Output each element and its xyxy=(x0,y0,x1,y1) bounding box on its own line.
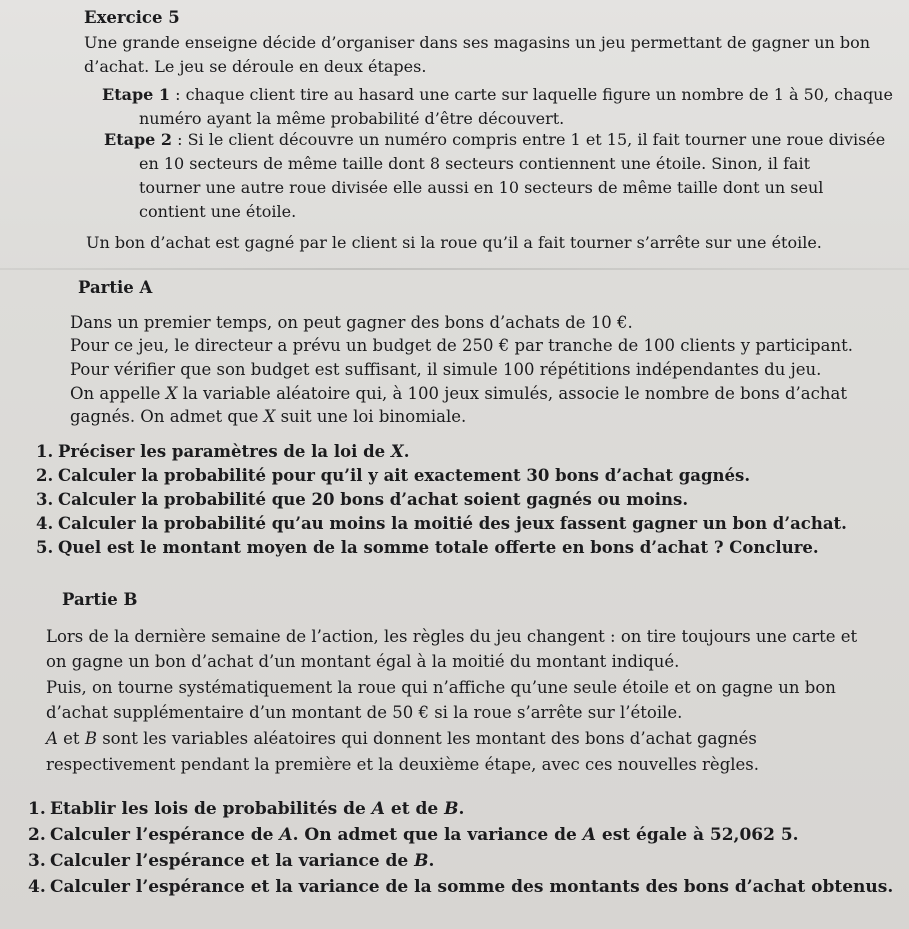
part-a-question-2 xyxy=(36,464,750,489)
question-number: 2. xyxy=(36,466,54,485)
paper-fold xyxy=(0,268,909,270)
part-b-question-2 xyxy=(28,822,799,848)
intro-line-2: d’achat. Le jeu se déroule en deux étapes. xyxy=(84,57,427,76)
step2-line-4: contient une étoile. xyxy=(139,202,297,221)
question-number: 3. xyxy=(36,490,54,509)
question-number: 1. xyxy=(36,442,54,461)
winning-rule: Un bon d’achat est gagné par le client si la roue qu’il a fait tourner s’arrête sur une étoile. xyxy=(86,233,822,252)
question-text: Calculer la probabilité que 20 bons d’achat soient gagnés ou moins. xyxy=(58,490,689,509)
step1-line-1 xyxy=(102,83,893,107)
part-a-line-2: Pour ce jeu, le directeur a prévu un budget de 250 € par tranche de 100 clients y participant. xyxy=(70,336,853,355)
step2-label: Etape 2 xyxy=(104,130,173,149)
var-x: X xyxy=(165,384,178,403)
part-b-question-1 xyxy=(28,796,464,822)
part-a-line-4 xyxy=(70,384,847,403)
part-b-line-6: respectivement pendant la première et la deuxième étape, avec ces nouvelles règles. xyxy=(46,755,760,774)
question-text: Etablir les lois de probabilités de xyxy=(50,799,372,819)
part-b-line-2: on gagne un bon d’achat d’un montant égal à la moitié du montant indiqué. xyxy=(46,652,680,671)
step2-line-2: en 10 secteurs de même taille dont 8 secteurs contiennent une étoile. Sinon, il fait xyxy=(139,154,811,173)
question-end: est égale à 52,062 5. xyxy=(595,825,799,845)
part-a-line-5 xyxy=(70,407,466,426)
var-a: A xyxy=(279,825,293,845)
step2-line-3: tourner une autre roue divisée elle aussi en 10 secteurs de même taille dont un seul xyxy=(139,178,824,197)
question-number: 3. xyxy=(28,851,46,871)
line-x-start: On appelle xyxy=(70,384,166,403)
question-text: Calculer l’espérance et la variance de la somme des montants des bons d’achat obtenus. xyxy=(50,877,894,897)
question-number: 2. xyxy=(28,825,46,845)
exercise-title: Exercice 5 xyxy=(84,8,180,27)
question-text: Quel est le montant moyen de la somme totale offerte en bons d’achat ? Conclure. xyxy=(58,538,819,557)
part-b-line-5 xyxy=(46,729,757,748)
question-end: . xyxy=(403,442,410,461)
text-fragment: sont les variables aléatoires qui donnent les montant des bons d’achat gagnés xyxy=(96,729,757,748)
question-number: 1. xyxy=(28,799,46,819)
part-b-question-4 xyxy=(28,874,893,900)
step2-line-1 xyxy=(104,128,885,152)
question-text: Calculer l’espérance et la variance de xyxy=(50,851,415,871)
var-a: A xyxy=(371,799,385,819)
question-text: Préciser les paramètres de la loi de xyxy=(58,442,391,461)
text-fragment: et xyxy=(57,729,85,748)
question-end: . xyxy=(458,799,465,819)
line-y-end: suit une loi binomiale. xyxy=(275,407,467,426)
question-end: . xyxy=(428,851,435,871)
var-a: A xyxy=(46,729,58,748)
part-b-line-3: Puis, on tourne systématiquement la roue qui n’affiche qu’une seule étoile et on gagne un bon xyxy=(46,678,836,697)
part-b-title: Partie B xyxy=(62,590,138,609)
part-b-line-1: Lors de la dernière semaine de l’action, les règles du jeu changent : on tire toujours une carte et xyxy=(46,627,858,646)
question-number: 5. xyxy=(36,538,54,557)
var-x: X xyxy=(390,442,404,461)
question-text: Calculer la probabilité qu’au moins la moitié des jeux fassent gagner un bon d’achat. xyxy=(58,514,847,533)
part-a-question-3 xyxy=(36,488,688,513)
part-a-title: Partie A xyxy=(78,278,153,297)
question-text: Calculer la probabilité pour qu’il y ait exactement 30 bons d’achat gagnés. xyxy=(58,466,751,485)
intro-line-1: Une grande enseigne décide d’organiser dans ses magasins un jeu permettant de gagner un bon xyxy=(84,33,871,52)
part-a-question-1 xyxy=(36,440,409,465)
part-b-question-3 xyxy=(28,848,434,874)
line-y-start: gagnés. On admet que xyxy=(70,407,264,426)
var-a: A xyxy=(582,825,596,845)
part-a-question-4 xyxy=(36,512,847,537)
var-b: B xyxy=(444,799,459,819)
question-number: 4. xyxy=(36,514,54,533)
question-text: . On admet que la variance de xyxy=(292,825,583,845)
question-number: 4. xyxy=(28,877,46,897)
part-a-question-5 xyxy=(36,536,819,561)
question-text: et de xyxy=(384,799,445,819)
var-b: B xyxy=(84,729,97,748)
part-a-line-1: Dans un premier temps, on peut gagner des bons d’achats de 10 €. xyxy=(70,313,633,332)
part-b-line-4: d’achat supplémentaire d’un montant de 50 € si la roue s’arrête sur l’étoile. xyxy=(46,703,683,722)
var-b: B xyxy=(414,851,429,871)
step1-line-2: numéro ayant la même probabilité d’être découvert. xyxy=(139,109,565,128)
line-x-end: la variable aléatoire qui, à 100 jeux simulés, associe le nombre de bons d’achat xyxy=(177,384,847,403)
step1-text: : chaque client tire au hasard une carte sur laquelle figure un nombre de 1 à 50, chaque xyxy=(170,85,893,104)
step2-text: : Si le client découvre un numéro compris entre 1 et 15, il fait tourner une roue divisée xyxy=(172,130,886,149)
step1-label: Etape 1 xyxy=(102,85,171,104)
question-text: Calculer l’espérance de xyxy=(50,825,280,845)
var-x: X xyxy=(263,407,276,426)
part-a-line-3: Pour vérifier que son budget est suffisant, il simule 100 répétitions indépendantes du jeu. xyxy=(70,360,822,379)
